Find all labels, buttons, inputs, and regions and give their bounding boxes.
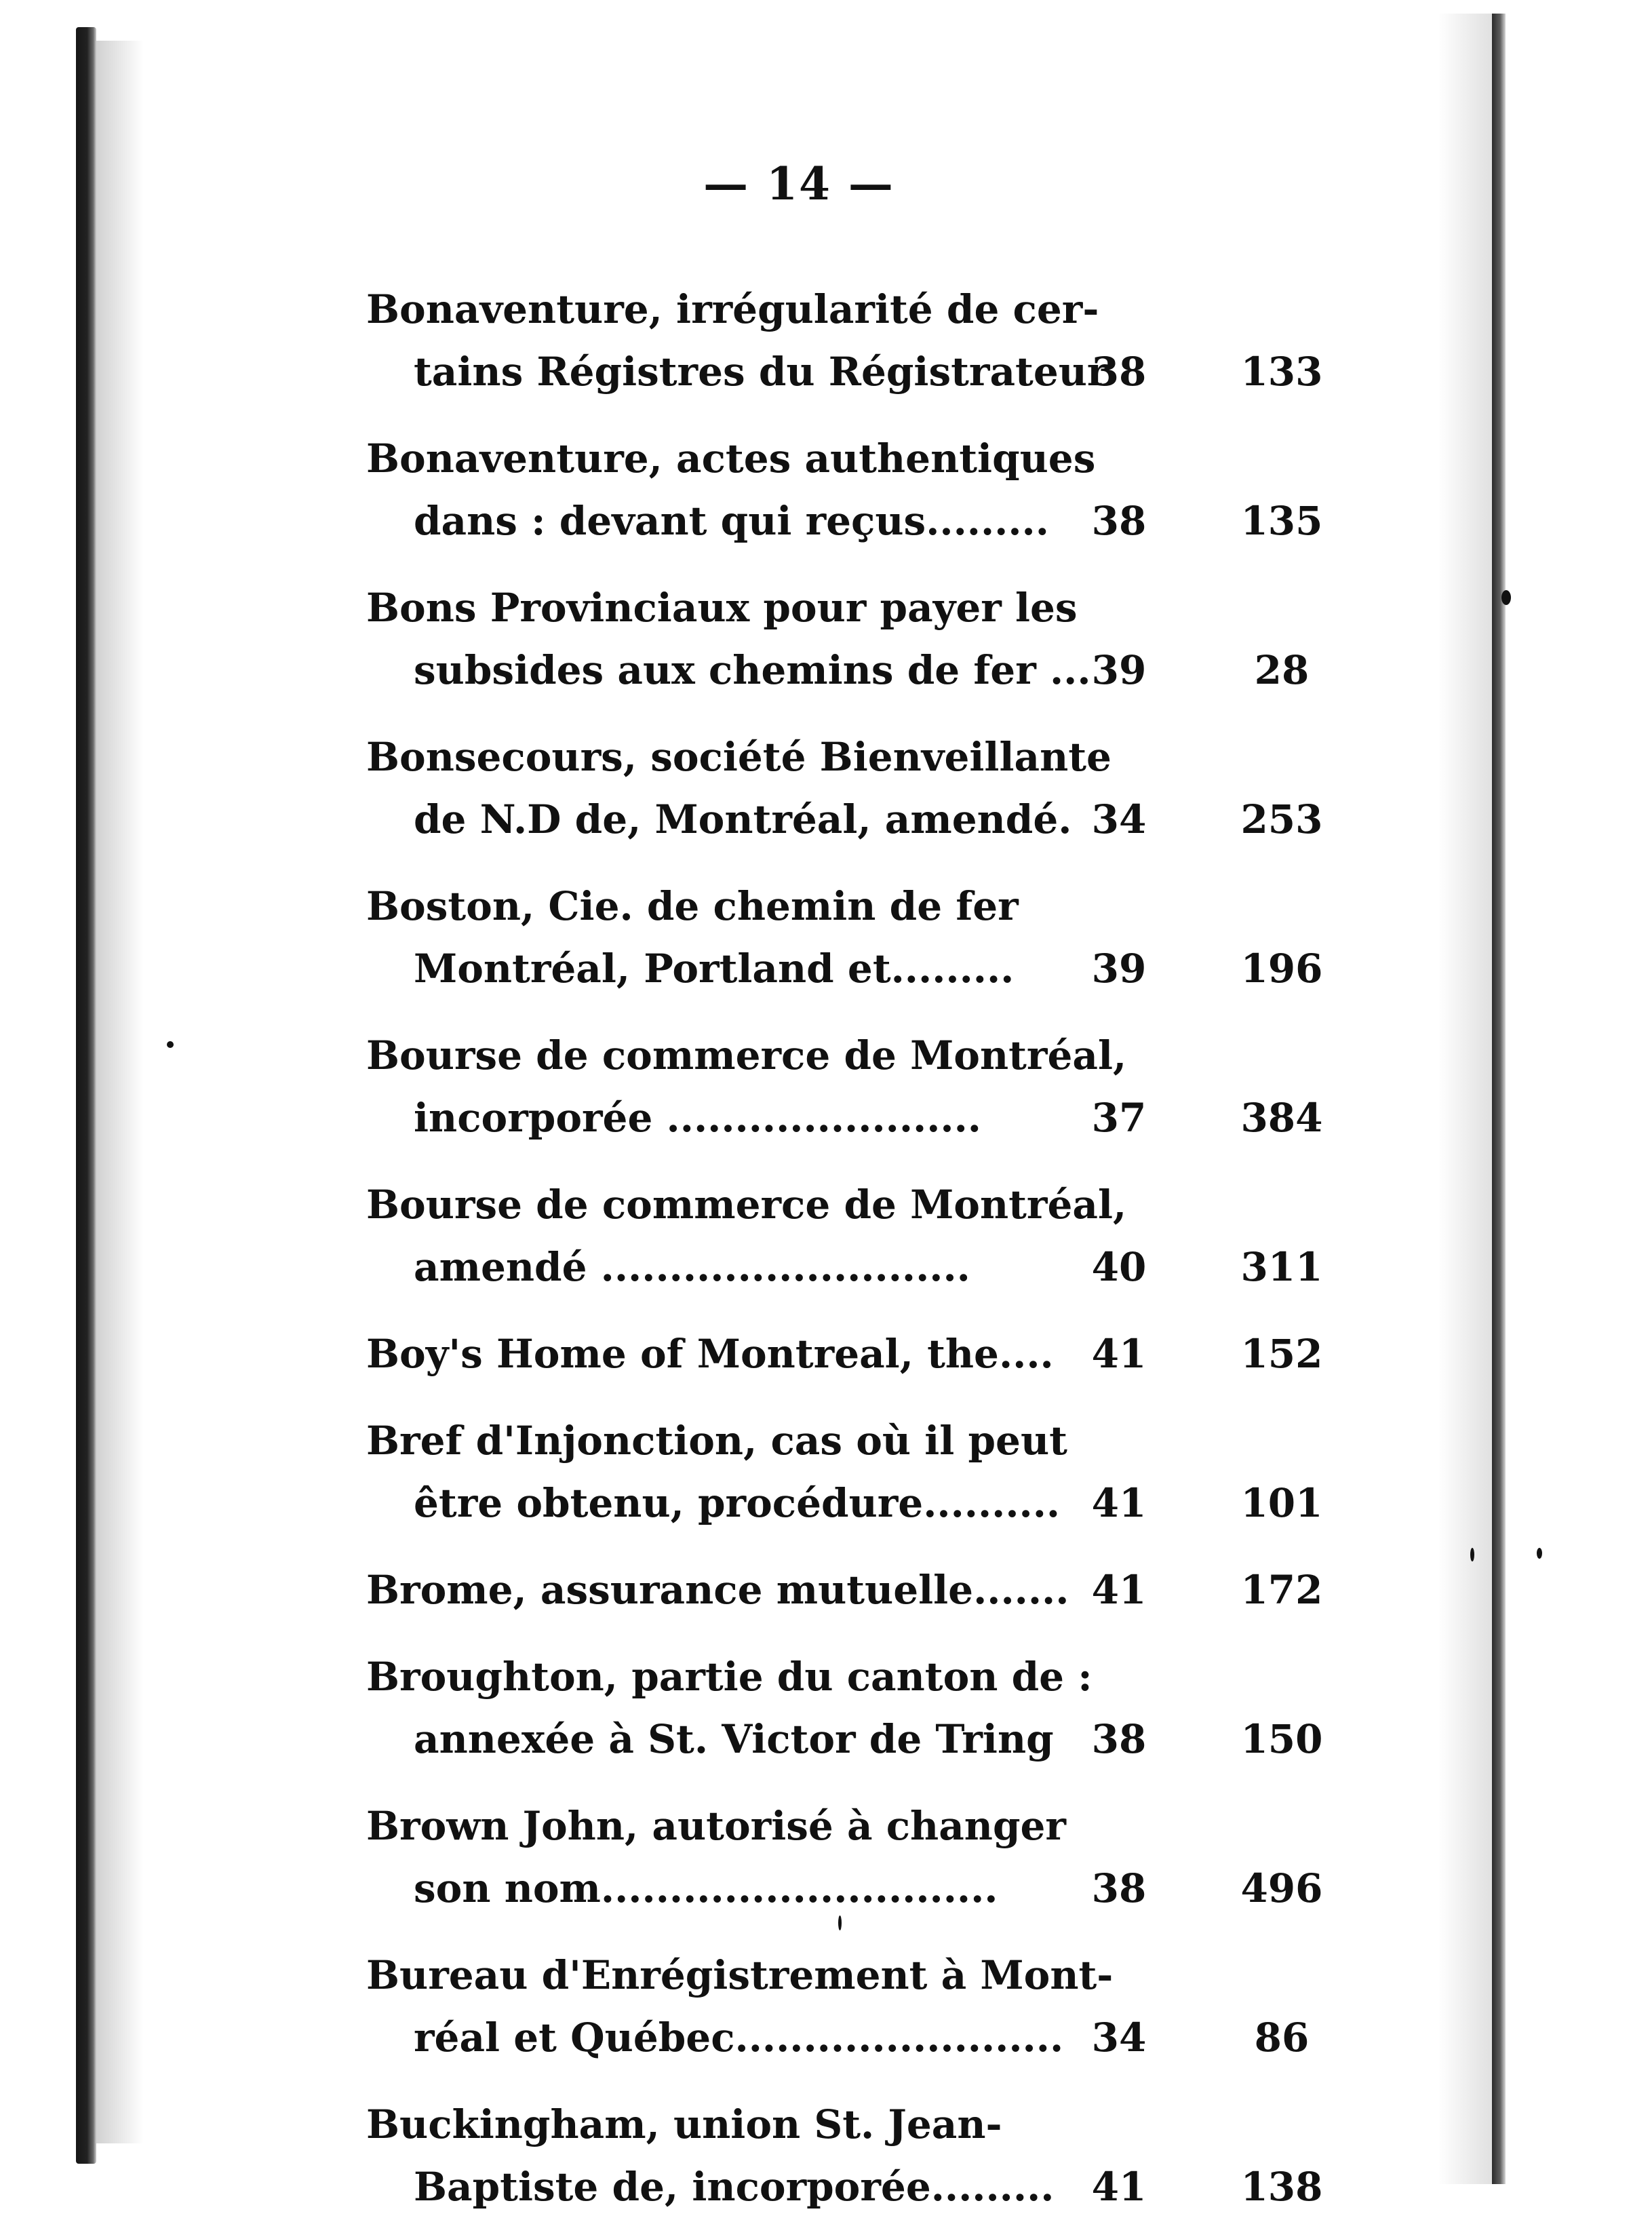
entry-volume: 38 — [1091, 498, 1147, 544]
page-number: — 14 — — [703, 157, 894, 210]
entry-text: être obtenu, procédure.......... — [414, 1480, 1061, 1526]
entry-continuation-line — [366, 341, 1356, 403]
entry-spacer — [366, 1534, 1356, 1559]
entry-text: Broughton, partie du canton de : — [366, 1654, 1093, 1700]
entry-volume: 38 — [1091, 349, 1147, 395]
entry-text: Bourse de commerce de Montréal, — [366, 1032, 1127, 1078]
entry-heading-line — [366, 577, 1356, 639]
entry-volume: 41 — [1091, 1567, 1147, 1613]
entry-heading-line — [366, 1559, 1356, 1621]
scan-speck — [1537, 1548, 1542, 1559]
entry-spacer — [366, 2069, 1356, 2093]
entry-volume: 39 — [1091, 647, 1147, 693]
entry-heading-line — [366, 1795, 1356, 1857]
entry-page: 172 — [1240, 1567, 1323, 1613]
entry-text: Buckingham, union St. Jean- — [366, 2101, 1002, 2147]
index-entry — [366, 577, 1356, 701]
entry-text: tains Régistres du Régistrateur — [414, 349, 1108, 395]
entry-text: Bref d'Injonction, cas où il peut — [366, 1418, 1067, 1464]
scan-speck — [1470, 1548, 1474, 1561]
index-entries — [366, 278, 1356, 2218]
entry-page: 196 — [1240, 946, 1323, 992]
entry-page: 384 — [1240, 1095, 1323, 1141]
entry-volume: 38 — [1091, 1865, 1147, 1911]
entry-text: dans : devant qui reçus......... — [414, 498, 1049, 544]
entry-spacer — [366, 701, 1356, 726]
entry-text: incorporée ....................... — [414, 1095, 981, 1141]
entry-continuation-line — [366, 639, 1356, 701]
entry-spacer — [366, 1920, 1356, 1944]
entry-continuation-line — [366, 1857, 1356, 1920]
entry-continuation-line — [366, 2006, 1356, 2069]
entry-page: 135 — [1240, 498, 1323, 544]
entry-heading-line — [366, 1646, 1356, 1708]
scan-speck — [167, 1041, 174, 1048]
entry-page: 86 — [1254, 2015, 1310, 2061]
entry-heading-line — [366, 726, 1356, 788]
index-entry — [366, 427, 1356, 552]
entry-text: Bons Provinciaux pour payer les — [366, 585, 1078, 631]
gutter-shadow — [1438, 14, 1492, 2184]
entry-heading-line — [366, 875, 1356, 937]
entry-heading-line — [366, 1409, 1356, 1472]
binding-shadow — [96, 41, 144, 2143]
entry-text: Bonaventure, irrégularité de cer- — [366, 286, 1099, 332]
entry-page: 138 — [1240, 2164, 1323, 2210]
entry-spacer — [366, 1000, 1356, 1024]
entry-page: 152 — [1240, 1331, 1323, 1377]
index-entry — [366, 875, 1356, 1000]
index-entry — [366, 2093, 1356, 2218]
entry-text: Bonsecours, société Bienveillante — [366, 734, 1112, 780]
entry-page: 28 — [1254, 647, 1310, 693]
index-entry — [366, 1323, 1356, 1385]
entry-volume: 40 — [1091, 1244, 1147, 1290]
entry-heading-line — [366, 1323, 1356, 1385]
entry-volume: 37 — [1091, 1095, 1147, 1141]
entry-heading-line — [366, 278, 1356, 341]
entry-volume: 41 — [1091, 1331, 1147, 1377]
entry-page: 133 — [1240, 349, 1323, 395]
entry-text: Bonaventure, actes authentiques — [366, 435, 1096, 482]
entry-heading-line — [366, 1944, 1356, 2006]
entry-text: réal et Québec........................ — [414, 2015, 1064, 2061]
entry-continuation-line — [366, 1087, 1356, 1149]
entry-volume: 39 — [1091, 946, 1147, 992]
index-entry — [366, 726, 1356, 851]
entry-heading-line — [366, 427, 1356, 490]
entry-continuation-line — [366, 490, 1356, 552]
entry-heading-line — [366, 1024, 1356, 1087]
entry-continuation-line — [366, 1236, 1356, 1298]
entry-volume: 41 — [1091, 1480, 1147, 1526]
index-entry — [366, 1173, 1356, 1298]
entry-volume: 41 — [1091, 2164, 1147, 2210]
index-entry — [366, 1409, 1356, 1534]
gutter-edge — [1492, 14, 1506, 2184]
entry-text: Brome, assurance mutuelle....... — [366, 1567, 1069, 1613]
entry-spacer — [366, 1298, 1356, 1323]
entry-text: Montréal, Portland et......... — [414, 946, 1015, 992]
index-entry — [366, 1024, 1356, 1149]
entry-continuation-line — [366, 1708, 1356, 1770]
entry-heading-line — [366, 1173, 1356, 1236]
entry-text: son nom............................. — [414, 1865, 998, 1911]
entry-spacer — [366, 552, 1356, 577]
entry-text: annexée à St. Victor de Tring — [414, 1716, 1054, 1762]
entry-text: Boy's Home of Montreal, the.... — [366, 1331, 1054, 1377]
entry-text: Baptiste de, incorporée......... — [414, 2164, 1055, 2210]
entry-text: Bourse de commerce de Montréal, — [366, 1182, 1127, 1228]
entry-page: 253 — [1240, 796, 1323, 842]
entry-spacer — [366, 403, 1356, 427]
entry-page: 496 — [1240, 1865, 1323, 1911]
entry-volume: 34 — [1091, 2015, 1147, 2061]
entry-spacer — [366, 1621, 1356, 1646]
entry-continuation-line — [366, 2156, 1356, 2218]
entry-continuation-line — [366, 788, 1356, 851]
entry-page: 311 — [1240, 1244, 1323, 1290]
entry-continuation-line — [366, 1472, 1356, 1534]
entry-text: Brown John, autorisé à changer — [366, 1803, 1066, 1849]
index-entry — [366, 1944, 1356, 2069]
entry-volume: 38 — [1091, 1716, 1147, 1762]
entry-heading-line — [366, 2093, 1356, 2156]
entry-spacer — [366, 1770, 1356, 1795]
entry-text: amendé ........................... — [414, 1244, 970, 1290]
entry-text: Bureau d'Enrégistrement à Mont- — [366, 1952, 1114, 1998]
entry-spacer — [366, 1385, 1356, 1409]
index-entry — [366, 1646, 1356, 1770]
entry-continuation-line — [366, 937, 1356, 1000]
index-entry — [366, 1559, 1356, 1621]
page-margin-right — [1506, 0, 1652, 2198]
entry-text: de N.D de, Montréal, amendé. — [414, 796, 1072, 842]
entry-text: subsides aux chemins de fer ... — [414, 647, 1091, 693]
binding-edge — [76, 27, 96, 2164]
entry-page: 150 — [1240, 1716, 1323, 1762]
entry-text: Boston, Cie. de chemin de fer — [366, 883, 1019, 929]
entry-spacer — [366, 851, 1356, 875]
entry-page: 101 — [1240, 1480, 1323, 1526]
entry-spacer — [366, 1149, 1356, 1173]
entry-volume: 34 — [1091, 796, 1147, 842]
index-entry — [366, 1795, 1356, 1920]
index-entry — [366, 278, 1356, 403]
scan-speck — [1501, 590, 1511, 605]
